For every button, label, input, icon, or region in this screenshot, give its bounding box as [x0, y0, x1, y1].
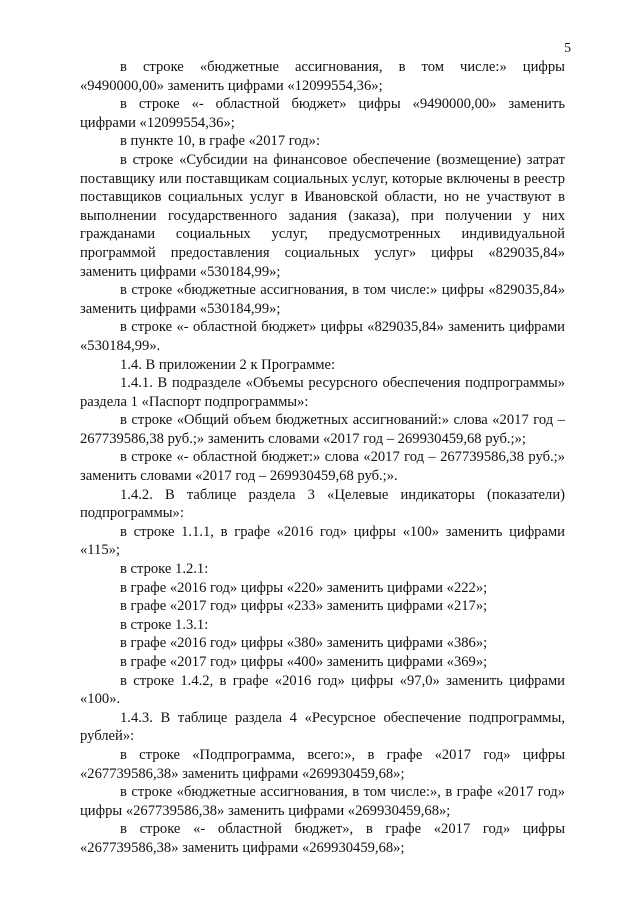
page-number: 5 [564, 40, 571, 55]
paragraph-23: в строке «- областной бюджет», в графе «2017 год» цифры «267739586,38» заменить цифрами «269930459,68»; [80, 821, 565, 856]
paragraph-18: в графе «2017 год» цифры «400» заменить цифрами «369»; [120, 654, 488, 670]
paragraph-7: 1.4. В приложении 2 к Программе: [120, 356, 336, 373]
paragraph-8: 1.4.1. В подразделе «Объемы ресурсного обеспечения подпрограммы» раздела 1 «Паспорт подпрограммы»: [80, 375, 565, 410]
paragraph-13: в строке 1.2.1: [120, 561, 209, 578]
paragraph-15: в графе «2017 год» цифры «233» заменить цифрами «217»; [120, 598, 488, 615]
paragraph-1: в строке «бюджетные ассигнования, в том числе:» цифры «9490000,00» заменить цифрами «12099554,36»; [80, 59, 565, 94]
paragraph-16: в строке 1.3.1: [120, 616, 209, 633]
paragraph-11: 1.4.2. В таблице раздела 3 «Целевые индикаторы (показатели) подпрограммы»: [80, 486, 565, 522]
paragraph-6: в строке «- областной бюджет» цифры «829035,84» заменить цифрами «530184,99». [80, 319, 565, 354]
paragraph-22: в строке «бюджетные ассигнования, в том числе:», в графе «2017 год» цифры «267739586,38» заменить цифрами «269930459,68»; [80, 784, 565, 819]
paragraph-17: в графе «2016 год» цифры «380» заменить цифрами «386»; [120, 635, 488, 652]
paragraph-2: в строке «- областной бюджет» цифры «9490000,00» заменить цифрами «12099554,36»; [80, 96, 565, 131]
paragraph-19: в строке 1.4.2, в графе «2016 год» цифры «97,0» заменить цифрами «100». [80, 672, 565, 708]
paragraph-10: в строке «- областной бюджет:» слова «2017 год – 267739586,38 руб.;» заменить словами «2017 год – 269930459,68 руб.;». [80, 449, 565, 485]
paragraph-12: в строке 1.1.1, в графе «2016 год» цифры «100» заменить цифрами «115»; [80, 523, 565, 559]
paragraph-4: в строке «Субсидии на финансовое обеспечение (возмещение) затрат поставщику или поставщикам социальных услуг, которые включены в реестр поставщиков социальных услуг в Ивановской области, но не участвуют в выполнении государственного задания (заказа), при получении у них гражданами социальных услуг, предусмотренных индивидуальной программой предоставления социальных услуг» цифры «829035,84» заменить цифрами «530184,99»; [80, 151, 565, 280]
document-body [80, 58, 565, 858]
paragraph-20: 1.4.3. В таблице раздела 4 «Ресурсное обеспечение подпрограммы, рублей»: [80, 709, 565, 745]
paragraph-21: в строке «Подпрограмма, всего:», в графе «2017 год» цифры «267739586,38» заменить цифрами «269930459,68»; [80, 746, 565, 782]
paragraph-9: в строке «Общий объем бюджетных ассигнований:» слова «2017 год – 267739586,38 руб.;» заменить словами «2017 год – 269930459,68 руб.;»; [80, 412, 565, 447]
paragraph-14: в графе «2016 год» цифры «220» заменить цифрами «222»; [120, 579, 488, 596]
paragraph-5: в строке «бюджетные ассигнования, в том числе:» цифры «829035,84» заменить цифрами «530184,99»; [80, 282, 565, 317]
paragraph-3: в пункте 10, в графе «2017 год»: [120, 133, 321, 150]
